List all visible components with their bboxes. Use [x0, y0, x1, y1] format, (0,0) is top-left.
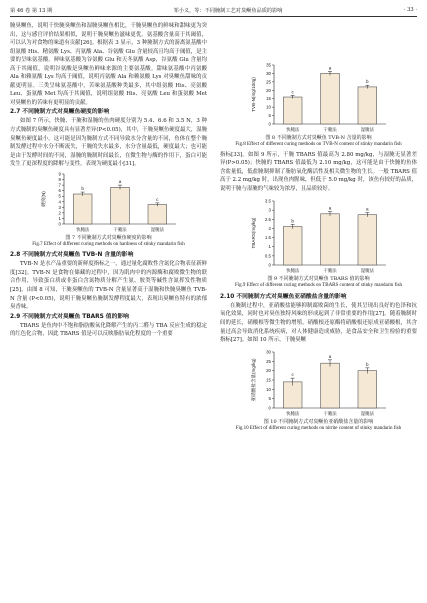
y-tick-label: 2.5: [264, 217, 271, 223]
fig7-bar-chart: [34, 169, 184, 235]
bar: [320, 214, 339, 265]
fig7-caption-cn: 图 7 不同腌制方式对臭鳜鱼硬度的影响: [65, 234, 152, 241]
y-tick-label: 0: [58, 221, 61, 227]
x-tick-label: 湿腌法: [360, 127, 374, 132]
y-axis-label: TBARS(mg/kg): [250, 217, 256, 249]
bar: [320, 363, 339, 408]
y-tick-label: 3.5: [264, 198, 271, 204]
section-heading-2-10: 2.10 不同腌制方式对臭鳜鱼亚硝酸盐含量的影响: [220, 293, 347, 300]
y-tick-label: 0: [268, 121, 271, 127]
y-tick-label: 20: [265, 367, 271, 373]
fig9-bar-chart: [244, 196, 394, 276]
significance-label: a: [328, 65, 331, 71]
bar: [320, 73, 339, 124]
bar: [283, 97, 302, 124]
y-tick-label: 0.5: [264, 253, 271, 259]
fig8-caption-cn: 图 8 不同腌制方式对臭鳜鱼 TVB-N 含量的影响: [265, 135, 372, 141]
significance-label: b: [290, 218, 294, 224]
y-tick-label: 35: [265, 62, 271, 68]
y-tick-label: 2: [58, 210, 61, 216]
significance-label: b: [80, 185, 84, 191]
significance-label: b: [365, 361, 369, 367]
bar: [358, 87, 377, 124]
y-tick-label: 6: [58, 187, 61, 193]
y-tick-label: 4: [58, 199, 61, 205]
x-tick-label: 干腌法: [322, 410, 337, 416]
x-tick-label: 干腌法: [112, 226, 127, 232]
bar: [358, 215, 377, 265]
x-tick-label: 快腌法: [285, 410, 299, 416]
y-tick-label: 10: [265, 104, 271, 110]
x-tick-label: 快腌法: [285, 268, 299, 274]
section-heading-2-7: 2.7 不同腌制方式对臭鳜鱼硬度的影响: [10, 109, 110, 116]
y-tick-label: 30: [265, 349, 271, 355]
figure-7: [10, 169, 207, 249]
bar: [283, 382, 302, 408]
running-title: 邹小义，等：不同腌制工艺对臭鳜鱼品质的影响: [173, 7, 283, 14]
y-tick-label: 1: [58, 215, 61, 221]
body-paragraph: 在腌制过程中，亚硝酸盐能够抑制腐败菌的生长，使其呈现出良好的色泽和抗氧化效果，同时也对臭鱼独特风味的形成起到了非常重要的作用[27]。随着腌制时间的延长，硝酸根等微生物的增殖，硝酸根还原酶将硝酸根还原成亚硝酸根，其含量过高会导致消化系统疾病，对人体健康造成威胁，是食品安全和卫生检验的重要指标[27]。如图 10 所示，干腌臭鳜: [220, 302, 417, 344]
y-tick-label: 15: [265, 377, 271, 383]
significance-label: a: [328, 353, 331, 359]
y-tick-label: 1.5: [264, 235, 271, 241]
fig9-caption-cn: 图 9 不同腌制方式对臭鳜鱼 TBARS 值的影响: [267, 276, 370, 283]
body-paragraph: TBARS 是鱼肉中不饱和脂肪酸氧化降解产生的丙二醛与 TBA 反应生成的稳定的红色化合物，因此 TBARS 值是可以反映脂肪氧化程度的一个重要: [10, 322, 207, 338]
body-paragraph: TVB-N 是水产品重要的新鲜度指标之一，通过量化腐败性含氮化合物表征新鲜度[32]。TVB-N 是食物在储藏的过程中，因为肌肉中的内源酶和腐败微生物的联合作用，导致蛋白质或非蛋白含氮物质分解产生氨、胺类等碱性含氮挥发性物质[25]。由图 8 可知，干腌臭鳜鱼的 TVB-N 含量显著高于湿腌和快腌臭鳜鱼 TVB-N 含量 (P<0.05)，说明干腌臭鳜鱼腌制发酵程度最大，表现出臭鳜鱼特有的浓郁臭香味。: [10, 261, 207, 311]
fig7-caption-en: Fig.7 Effect of different curing methods on hardness of stinky mandarin fish: [32, 241, 185, 247]
y-tick-label: 3: [268, 207, 271, 213]
y-tick-label: 25: [265, 358, 271, 364]
body-paragraph: 腌臭鳜鱼，说明干快腌臭鳜鱼和湿腌臭鳜鱼相比，干腌臭鳜鱼的鲜味和甜味更为突出，这与感官评价结果相似，说明干腌臭鳜鱼滋味更优。氨基酸含量高于其阈值，可以认为对食物的味道有贡献[26]。根据表 3 显示，3 种腌制方式的游离氨基酸中组氨酸 His、精氨酸 Lys、丙氨酸 Ala、谷氨酸 Glu 含量较高且均高于阈值，是主要的呈味氨基酸。鲜味氨基酸为谷氨酸 Glu 和天冬氨酸 Asp，谷氨酸 Glu 含量均高于其阈值，说明谷氨酸是臭鳜鱼鲜味来源的主要氨基酸。甜味氨基酸中丙氨酸 Ala 和赖氨酸 Lys 均高于阈值，说明丙氨酸 Ala 和赖氨酸 Lys 对臭鳜鱼甜味的贡献更明显。三类呈味氨基酸中，苦味氨基酸种类最多，其中组氨酸 His、亮氨酸 Leu、蛋氨酸 Met 均高于其阈值，说明组氨酸 His、亮氨酸 Leu 和蛋氨酸 Met 对臭鳜鱼的苦味有更明显的贡献。: [10, 23, 207, 106]
y-tick-label: 5: [268, 113, 271, 119]
bar: [148, 204, 167, 223]
bar: [73, 194, 92, 224]
significance-label: b: [365, 79, 369, 85]
bar: [110, 187, 129, 224]
x-tick-label: 干腌法: [322, 127, 337, 132]
x-tick-label: 湿腌法: [360, 268, 374, 274]
page-number: · 33 ·: [403, 7, 417, 13]
section-heading-2-9: 2.9 不同腌制方式对臭鳜鱼 TBARS 值的影响: [10, 313, 129, 320]
figure-9: [220, 196, 417, 290]
y-axis-label: 硬度(N): [40, 190, 46, 207]
y-tick-label: 2: [268, 226, 271, 232]
fig10-caption-cn: 图 10 不同腌制方式对臭鳜鱼亚硝酸盐含量的影响: [263, 418, 374, 425]
y-tick-label: 5: [268, 395, 271, 401]
left-column: [10, 22, 207, 339]
y-tick-label: 10: [265, 386, 271, 392]
x-tick-label: 湿腌法: [150, 226, 164, 232]
y-tick-label: 30: [265, 70, 271, 76]
x-tick-label: 快腌法: [75, 226, 89, 232]
y-tick-label: 1: [268, 244, 271, 250]
y-tick-label: 8: [58, 176, 61, 182]
y-tick-label: 7: [58, 182, 61, 188]
bar: [358, 370, 377, 407]
significance-label: a: [328, 205, 331, 211]
bar: [283, 227, 302, 265]
fig8-bar-chart: [244, 60, 394, 135]
significance-label: c: [155, 196, 158, 202]
page-header: [10, 5, 417, 17]
journal-issue: 第 46 卷 第 13 期: [10, 7, 53, 14]
fig10-caption-en: Fig.10 Effect of different curing methods on nitrite content of stinky mandarin fish: [235, 425, 402, 431]
y-tick-label: 0: [268, 405, 271, 411]
significance-label: a: [118, 178, 121, 184]
fig10-bar-chart: [244, 347, 394, 419]
right-column: [220, 60, 417, 432]
section-heading-2-8: 2.8 不同腌制方式对臭鳜鱼 TVB-N 含量的影响: [10, 252, 134, 259]
significance-label: a: [365, 206, 369, 212]
y-tick-label: 0: [268, 262, 271, 268]
y-tick-label: 5: [58, 193, 61, 199]
y-axis-label: TVB-N(mg/100g): [250, 77, 256, 112]
body-paragraph: 如图 7 所示，快腌、干腌和湿腌的鱼肉硬度分别为 5.4、6.6 和 3.5 N，3 种方式腌制的臭鳜鱼硬度具有显著差异(P<0.05)，其中，干腌臭鳜鱼硬度最大，湿腌臭鳜鱼硬度最小。这可能是因为腌制方式不同导致水分含量的不同，鱼体在整个腌制发酵过程中水分不断流失，干腌的失水最多，水分含量最低，硬度最大；也可能是由于发酵时间的不同，湿腌的腌制时间最长，在微生物与酶的作用下，蛋白可能发生了更深程度的降解与变性，表现为硬度最小[31]。: [10, 118, 207, 168]
x-tick-label: 湿腌法: [360, 410, 374, 416]
y-tick-label: 9: [58, 171, 61, 177]
figure-10: [220, 347, 417, 433]
y-tick-label: 20: [265, 87, 271, 93]
figure-8: [220, 60, 417, 149]
fig9-caption-en: Fig.9 Effect of different curing methods on TBARS content of stinky mandarin fish: [234, 283, 403, 289]
x-tick-label: 快腌法: [285, 127, 299, 132]
y-tick-label: 3: [58, 204, 61, 210]
body-paragraph: 指标[33]。如图 9 所示，干腌 TBARS 值最高为 2.80 mg/kg，与湿腌无显著差异(P>0.05)；快腌的 TBARS 值最低为 2.10 mg/kg，这可能是由于快腌的鱼体含盐量低，低盐腌制抑制了脂肪氧化酶活性及相关微生物的生长。一般 TBARS 值高于 2.2 mg/kg 时，出现鱼肉腥味，但低于 5.0 mg/kg 时，该鱼有较好的品质，说明干腌与湿腌的气味较为浓厚，且品质较好。: [220, 151, 417, 192]
y-tick-label: 15: [265, 96, 271, 102]
fig8-caption-en: Fig.8 Effect of different curing methods on TVB-N content of stinky mandarin fish: [235, 142, 402, 147]
x-tick-label: 干腌法: [322, 268, 337, 274]
y-tick-label: 25: [265, 79, 271, 85]
y-axis-label: 亚硝酸盐含量(mg/kg): [250, 358, 256, 402]
significance-label: c: [291, 371, 294, 377]
significance-label: c: [291, 89, 294, 95]
